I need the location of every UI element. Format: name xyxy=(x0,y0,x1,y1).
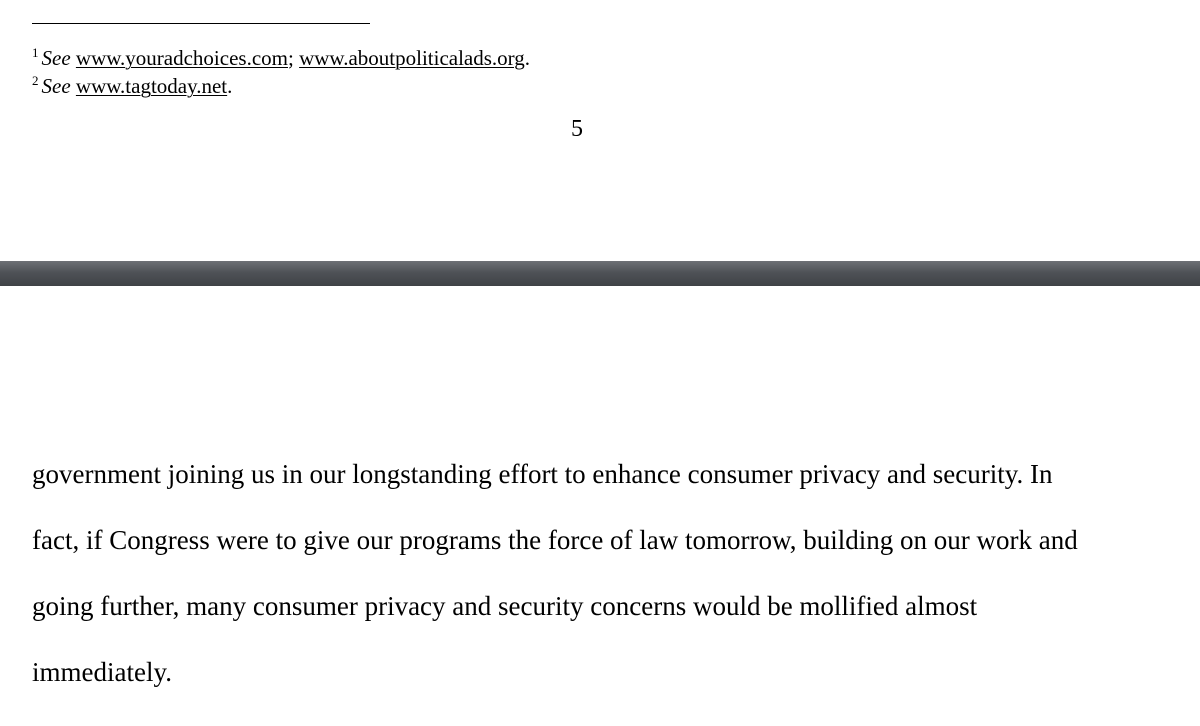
body-text-line: government joining us in our longstanding effort to enhance consumer privacy and security. In xyxy=(32,459,1053,489)
footnote-2 xyxy=(32,68,232,99)
document-page-previous xyxy=(0,0,1200,261)
footnote-link-aboutpoliticalads[interactable]: www.aboutpoliticalads.org xyxy=(299,46,525,70)
body-paragraph xyxy=(32,441,1172,705)
footnote-see-label: See xyxy=(41,46,71,70)
body-text-line: fact, if Congress were to give our programs the force of law tomorrow, building on our work and xyxy=(32,525,1078,555)
page-break-separator xyxy=(0,261,1200,286)
footnote-separator-line xyxy=(32,23,370,24)
footnote-see-label: See xyxy=(41,74,71,98)
footnote-number: 2 xyxy=(32,73,39,88)
page-number: 5 xyxy=(571,116,583,142)
footnote-number: 1 xyxy=(32,45,39,60)
footnote-link-tagtoday[interactable]: www.tagtoday.net xyxy=(75,74,228,98)
body-text-line: going further, many consumer privacy and security concerns would be mollified almost xyxy=(32,591,978,621)
footnote-link-youradchoices[interactable]: www.youradchoices.com xyxy=(75,46,288,70)
footnote-end-punctuation: . xyxy=(227,74,233,98)
footnote-separator: ; xyxy=(287,46,294,70)
body-text-line: immediately. xyxy=(32,657,172,687)
footnote-1 xyxy=(32,40,530,71)
footnote-end-punctuation: . xyxy=(524,46,531,70)
